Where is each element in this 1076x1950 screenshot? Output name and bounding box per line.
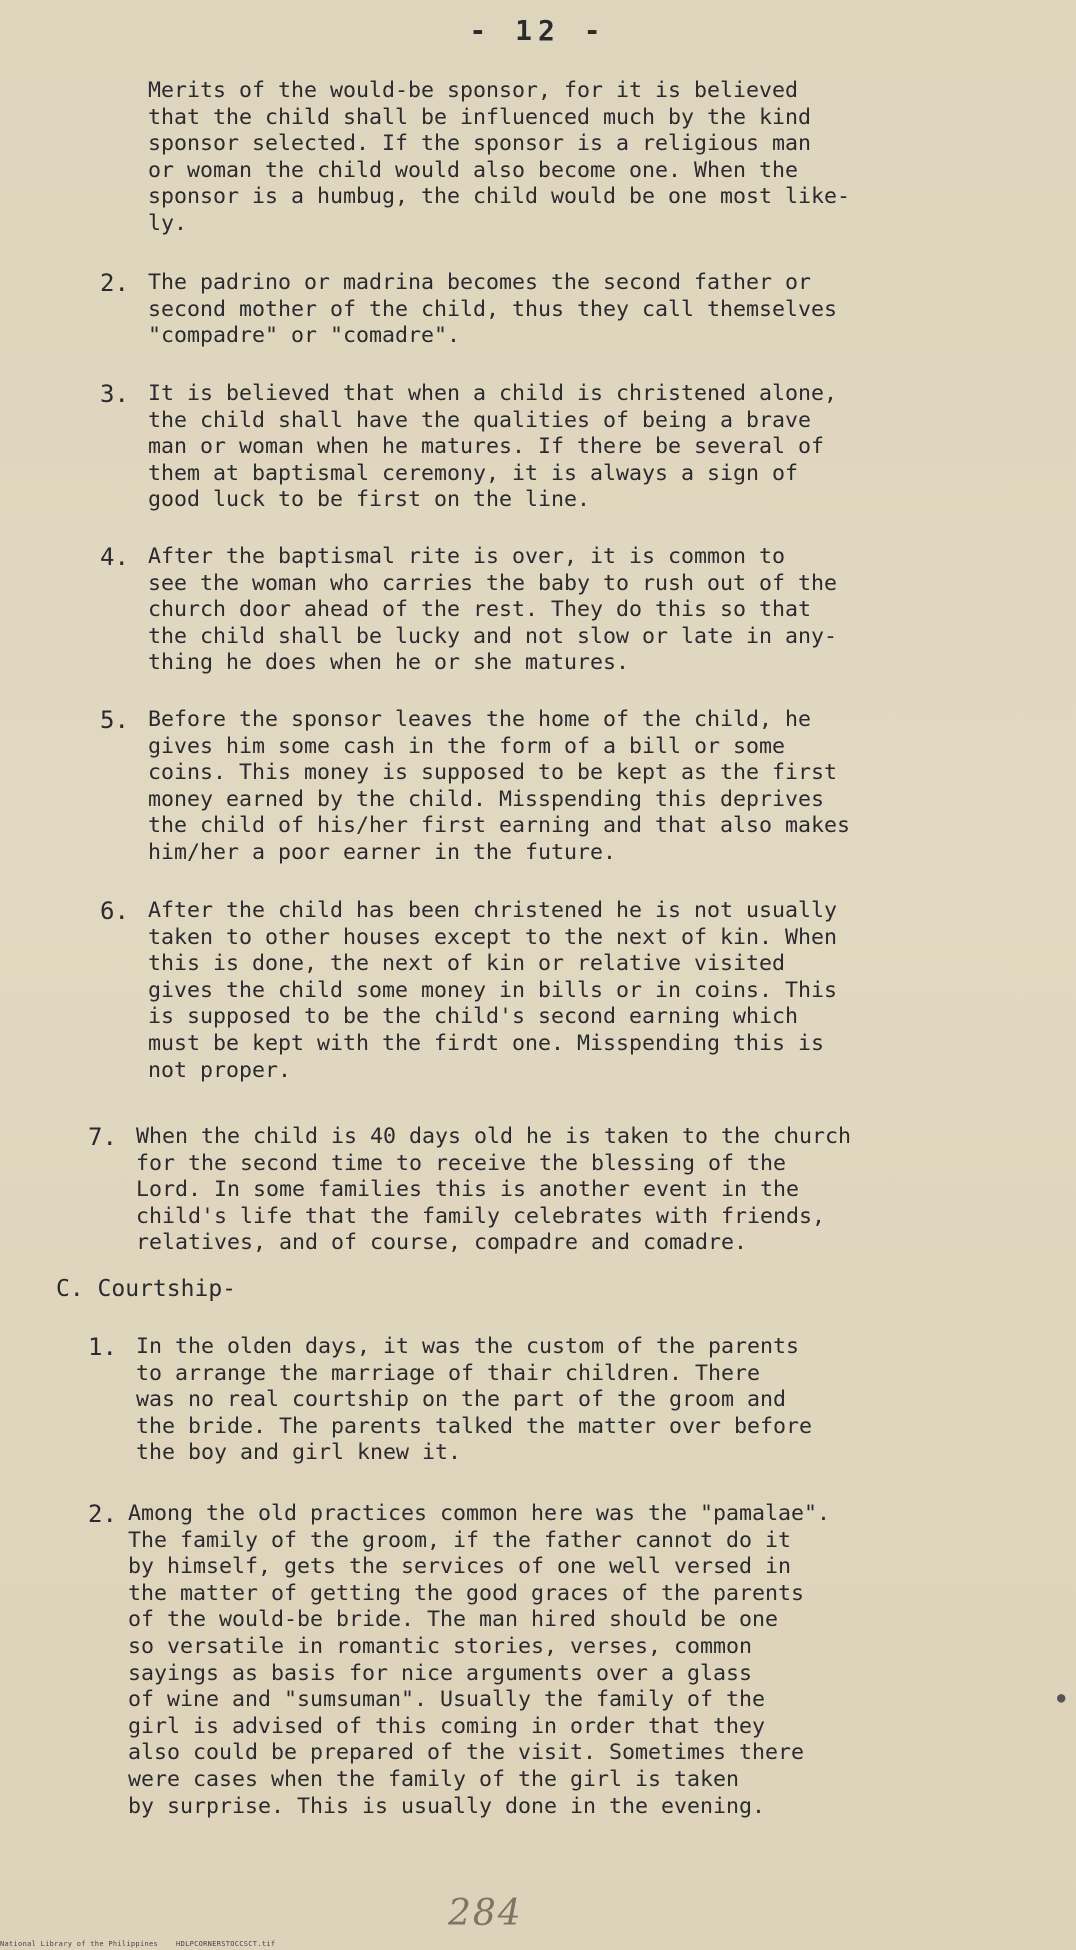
item-c2-number: 2. [88, 1500, 117, 1528]
item-b6-text: After the child has been christened he is not usually taken to other houses except to the next of kin. When this is done, the next of kin or relative visited gives the child some money in bills or in coins. This is supposed to be the child's second earning which must be kept with the firdt one. Misspending this is not proper. [148, 898, 838, 1083]
item-b7-text: When the child is 40 days old he is taken to the church for the second time to receive the blessing of the Lord. In some families this is another event in the child's life that the family celebrates with friends, relatives, and of course, compadre and comadre. [136, 1124, 852, 1256]
scan-footer: National Library of the Philippines HDLPCORNERSTOCCSCT.tif [0, 1940, 276, 1948]
section-c-title: C. Courtship- [56, 1276, 237, 1302]
handwritten-page-number: 284 [448, 1893, 523, 1934]
item-b3-text: It is believed that when a child is christened alone, the child shall have the qualities of being a brave man or woman when he matures. If there be several of them at baptismal ceremony, it is always a sign of good luck to be first on the line. [148, 381, 838, 513]
page-number: - 12 - [469, 14, 607, 47]
item-b4-text: After the baptismal rite is over, it is common to see the woman who carries the baby to rush out of the church door ahead of the rest. They do this so that the child shall be lucky and not slow or late in any- thing he does when he or she matures. [148, 544, 838, 676]
item-b5-text: Before the sponsor leaves the home of the child, he gives him some cash in the form of a bill or some coins. This money is supposed to be kept as the first money earned by the child. Misspending this deprives the child of his/her first earning and that also makes him/her a poor earner in the future. [148, 707, 851, 865]
margin-mark: ● [1057, 1690, 1066, 1706]
item-c2-text: Among the old practices common here was the "pamalae". The family of the groom, if the father cannot do it by himself, gets the services of one well versed in the matter of getting the good graces of the parents of the would-be bride. The man hired should be one so versatile in romantic stories, verses, common sayings as basis for nice arguments over a glass of wine and "sumsuman". Usually the family of the girl is advised of this coming in order that they also could be prepared of the visit. Sometimes there were cases when the family of the girl is taken by surprise. This is usually done in the evening. [128, 1501, 831, 1819]
item-b7-number: 7. [88, 1123, 117, 1151]
item-b2-number: 2. [100, 269, 129, 297]
item-b4-number: 4. [100, 543, 129, 571]
item-c1-number: 1. [88, 1333, 117, 1361]
item-b5-number: 5. [100, 706, 129, 734]
item-c1-text: In the olden days, it was the custom of the parents to arrange the marriage of thair children. There was no real courtship on the part of the groom and the bride. The parents talked the matter over before the boy and girl knew it. [136, 1334, 813, 1466]
item-b3-number: 3. [100, 380, 129, 408]
item-b6-number: 6. [100, 897, 129, 925]
intro-paragraph: Merits of the would-be sponsor, for it is believed that the child shall be influenced much by the kind sponsor selected. If the sponsor is a religious man or woman the child would also become one. When the sponsor is a humbug, the child would be one most like- ly. [148, 78, 851, 236]
item-b2-text: The padrino or madrina becomes the second father or second mother of the child, thus they call themselves "compadre" or "comadre". [148, 270, 838, 349]
